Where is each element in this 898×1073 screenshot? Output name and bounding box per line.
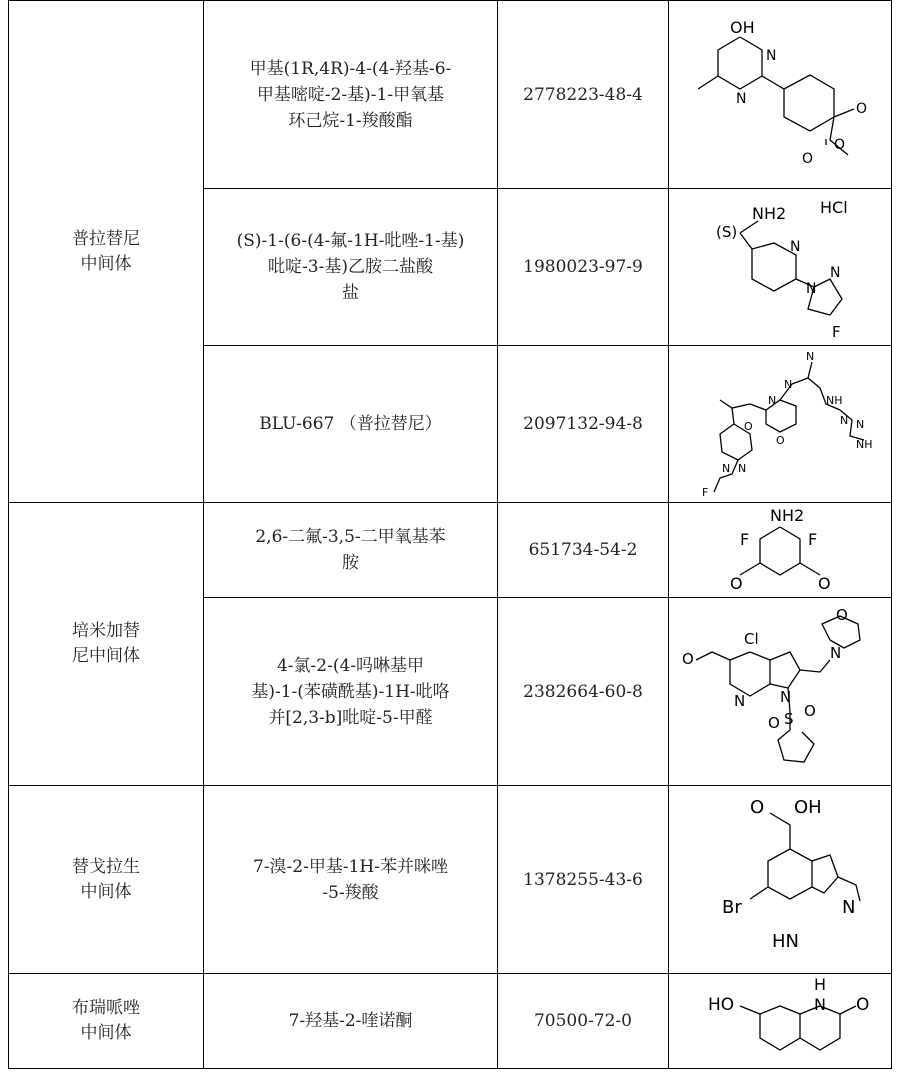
cas-cell (498, 346, 669, 503)
name-cell (204, 1, 498, 189)
table-row (9, 786, 892, 974)
category-label: 布瑞哌唑 中间体 (72, 998, 140, 1043)
structure-cell (669, 189, 892, 346)
svg-text:N: N (766, 47, 777, 64)
svg-text:N: N (784, 378, 793, 391)
svg-text:HN: HN (772, 930, 799, 952)
svg-text:Cl: Cl (744, 629, 759, 648)
table-row (9, 503, 892, 598)
structure-cell (669, 598, 892, 786)
svg-text:S: S (784, 709, 794, 728)
svg-text:N: N (768, 394, 777, 407)
structure-cell (669, 346, 892, 503)
svg-text:N: N (722, 462, 731, 475)
svg-text:OH: OH (794, 796, 822, 818)
cas-number: 2097132-94-8 (523, 414, 643, 434)
svg-text:N: N (734, 691, 746, 710)
compound-name: (S)-1-(6-(4-氟-1H-吡唑-1-基) 吡啶-3-基)乙胺二盐酸 盐 (236, 231, 465, 303)
svg-text:N: N (790, 239, 801, 255)
svg-text:O: O (856, 100, 868, 117)
svg-text:N: N (738, 462, 747, 475)
svg-text:O: O (836, 605, 848, 624)
svg-text:O: O (750, 796, 765, 818)
svg-text:Br: Br (722, 896, 742, 918)
structure-bromo-benzimidazole-acid (680, 789, 880, 971)
compound-name: 2,6-二氟-3,5-二甲氧基苯 胺 (255, 527, 446, 573)
category-label: 培米加替 尼中间体 (72, 621, 140, 666)
svg-text:N: N (856, 418, 865, 431)
cas-number: 2778223-48-4 (523, 84, 643, 105)
cas-cell (498, 974, 669, 1069)
structure-hydroxy-quinolinone (680, 976, 880, 1066)
svg-text:N: N (736, 90, 747, 107)
cas-number: 651734-54-2 (528, 540, 638, 560)
name-cell (204, 503, 498, 598)
svg-text:N: N (780, 687, 792, 706)
category-cell (9, 503, 204, 786)
svg-text:O: O (730, 574, 743, 593)
cas-cell (498, 503, 669, 598)
category-cell (9, 786, 204, 974)
category-cell (9, 1, 204, 503)
name-cell (204, 189, 498, 346)
compound-name: 甲基(1R,4R)-4-(4-羟基-6- 甲基嘧啶-2-基)-1-甲氧基 环己烷-1-羧酸酯 (249, 58, 452, 131)
svg-text:N: N (814, 995, 826, 1014)
name-cell (204, 598, 498, 786)
svg-text:H: H (814, 976, 827, 994)
name-cell (204, 346, 498, 503)
svg-text:O: O (744, 420, 753, 433)
structure-cell (669, 786, 892, 974)
svg-text:F: F (702, 486, 709, 499)
cas-number: 1980023-97-9 (523, 257, 643, 277)
structure-difluoro-dimethoxy-aniline (680, 505, 880, 595)
name-cell (204, 974, 498, 1069)
svg-text:O: O (856, 995, 870, 1015)
svg-text:F: F (808, 530, 818, 549)
structure-pyrrolopyridine-aldehyde (680, 602, 880, 782)
compound-name: BLU-667 （普拉替尼） (259, 414, 442, 434)
compound-name: 7-溴-2-甲基-1H-苯并咪唑 -5-羧酸 (253, 856, 448, 903)
cas-number: 1378255-43-6 (523, 869, 643, 890)
compound-name: 4-氯-2-(4-吗啉基甲 基)-1-(苯磺酰基)-1H-吡咯 并[2,3-b]吡啶-5-甲醛 (251, 655, 450, 728)
svg-text:N: N (830, 643, 842, 662)
svg-text:NH: NH (856, 438, 873, 451)
table-row (9, 1, 892, 189)
cas-cell (498, 786, 669, 974)
svg-text:O: O (804, 701, 816, 720)
structure-cell (669, 974, 892, 1069)
structure-pralsetinib (680, 348, 880, 500)
svg-text:NH: NH (826, 394, 843, 407)
svg-text:N: N (842, 896, 856, 918)
svg-text:HO: HO (708, 995, 735, 1015)
svg-text:F: F (832, 323, 841, 341)
svg-text:O: O (818, 574, 831, 593)
cas-cell (498, 189, 669, 346)
svg-text:O: O (834, 136, 846, 153)
svg-text:N: N (806, 281, 817, 297)
structure-pyrimidinyl-cyclohexane-ester (680, 5, 880, 185)
svg-text:NH2: NH2 (770, 506, 805, 525)
table-row (9, 974, 892, 1069)
svg-text:O: O (776, 434, 785, 447)
category-cell (9, 974, 204, 1069)
category-label: 普拉替尼 中间体 (72, 228, 140, 274)
cas-number: 70500-72-0 (533, 1011, 632, 1031)
cas-cell (498, 1, 669, 189)
svg-text:(S): (S) (716, 223, 738, 241)
svg-text:O: O (802, 150, 814, 167)
cas-number: 2382664-60-8 (523, 681, 643, 702)
svg-text:O: O (682, 649, 694, 668)
svg-text:F: F (740, 530, 750, 549)
intermediates-table (8, 0, 892, 1069)
svg-text:NH2: NH2 (752, 204, 787, 223)
structure-fluoropyrazolyl-pyridinyl-ethanamine (680, 191, 880, 343)
category-label: 替戈拉生 中间体 (72, 856, 140, 902)
structure-cell (669, 1, 892, 189)
svg-text:OH: OH (730, 17, 755, 37)
svg-text:N: N (840, 414, 849, 427)
structure-cell (669, 503, 892, 598)
svg-text:N: N (830, 265, 841, 281)
cas-cell (498, 598, 669, 786)
compound-name: 7-羟基-2-喹诺酮 (288, 1011, 413, 1031)
name-cell (204, 786, 498, 974)
svg-text:HCl: HCl (820, 198, 848, 217)
svg-text:O: O (768, 713, 780, 732)
svg-text:N: N (806, 350, 815, 363)
